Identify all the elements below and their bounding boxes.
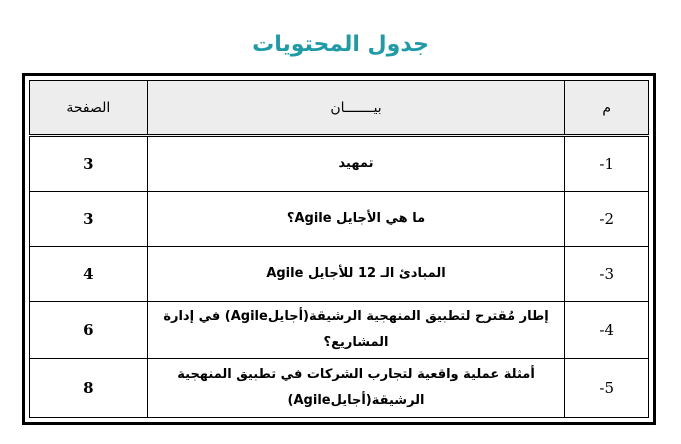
row-number: 3- — [565, 246, 649, 301]
table-row — [30, 136, 649, 192]
table-row — [30, 301, 649, 358]
header-description: بيـــــــان — [147, 81, 565, 136]
contents-table-frame — [22, 73, 656, 425]
header-number: م — [565, 81, 649, 136]
row-page: 3 — [30, 191, 148, 246]
row-page: 4 — [30, 246, 148, 301]
table-header-row — [30, 81, 649, 136]
page-title: جدول المحتويات — [252, 32, 429, 57]
row-page: 8 — [30, 358, 148, 417]
row-description: ما هي الأجايل Agile؟ — [147, 191, 565, 246]
row-page: 6 — [30, 301, 148, 358]
header-page: الصفحة — [30, 81, 148, 136]
row-number: 4- — [565, 301, 649, 358]
row-description: إطار مُقترح لتطبيق المنهجية الرشيقة(أجايلAgile) في إدارة المشاريع؟ — [147, 301, 565, 358]
contents-table — [29, 80, 649, 418]
table-row — [30, 191, 649, 246]
row-number: 2- — [565, 191, 649, 246]
table-row — [30, 246, 649, 301]
row-description: المبادئ الـ 12 للأجايل Agile — [147, 246, 565, 301]
row-number: 5- — [565, 358, 649, 417]
row-page: 3 — [30, 136, 148, 192]
row-number: 1- — [565, 136, 649, 192]
row-description: أمثلة عملية واقعية لتجارب الشركات في تطبيق المنهجية الرشيقة(أجايلAgile) — [147, 358, 565, 417]
table-row — [30, 358, 649, 417]
row-description: تمهيد — [147, 136, 565, 192]
